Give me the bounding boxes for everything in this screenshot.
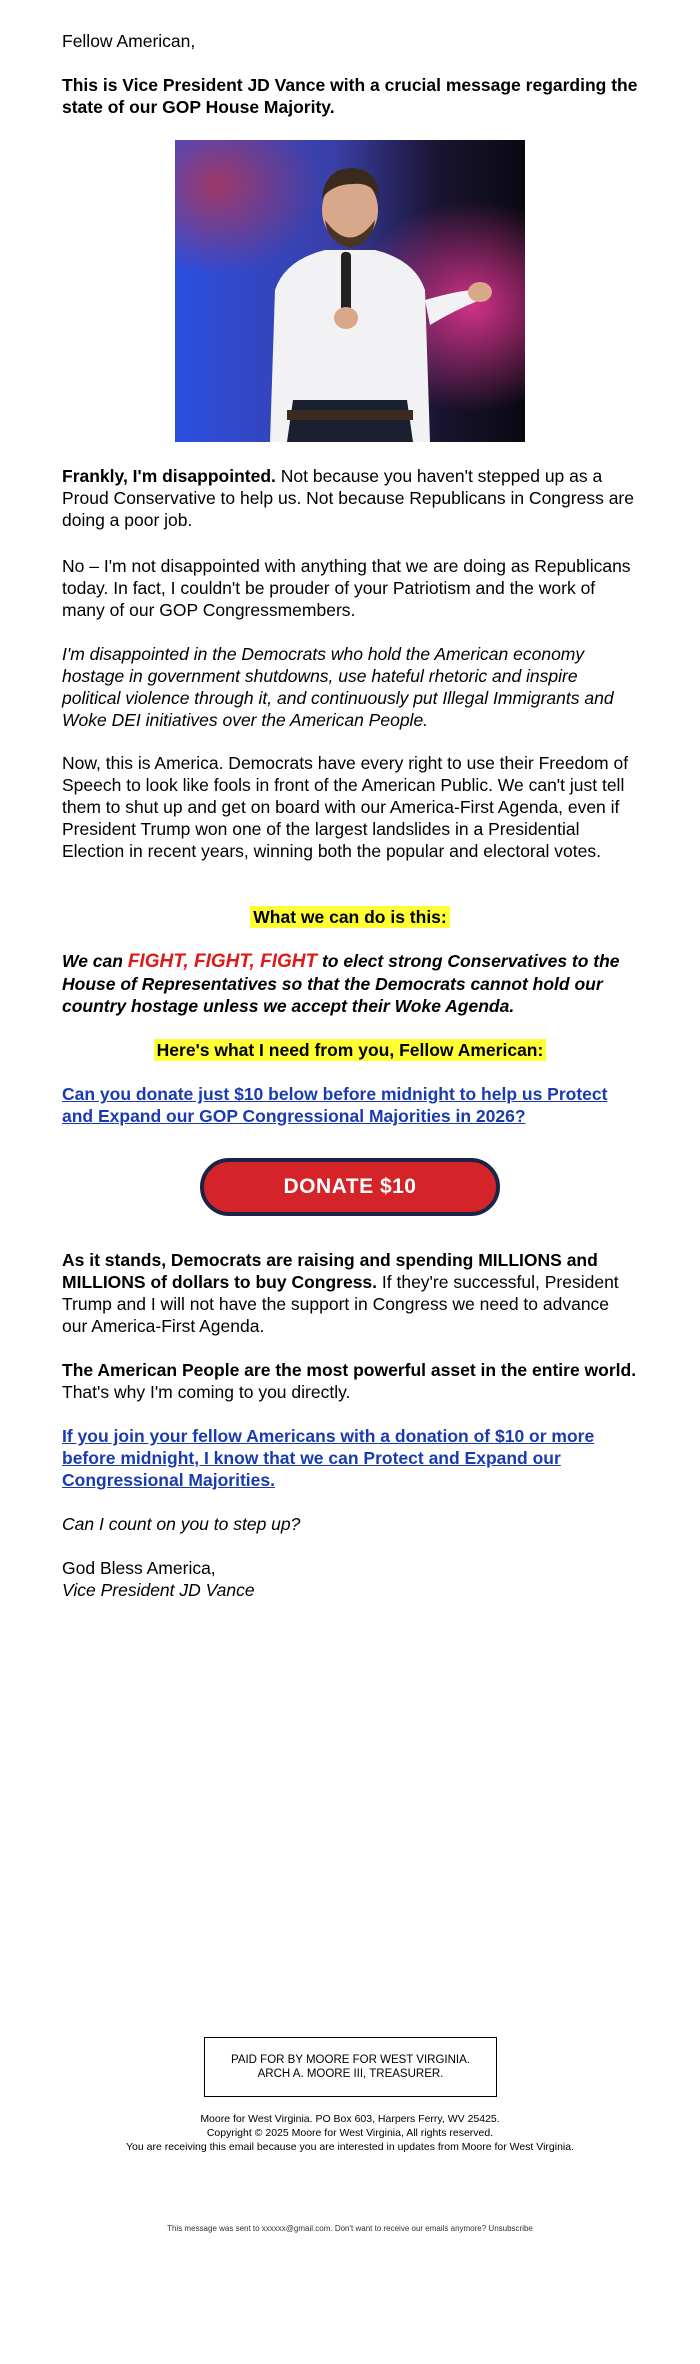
millions-rest: If they're successful, President Trump and I will not have the support in Congress we need to advance our America-First Agenda. xyxy=(62,1272,619,1336)
paragraph-america: Now, this is America. Democrats have every right to use their Freedom of Speech to look like fools in front of the American Public. We can't just tell them to shut up and get on board with our America-First Agenda, even if President Trump won one of the largest landslides in a Presidential Election in recent years, winning both the popular and electoral votes. xyxy=(62,753,629,861)
donate-button[interactable]: DONATE $10 xyxy=(200,1158,500,1216)
paid-for-box xyxy=(204,2037,497,2097)
american-people-rest: That's why I'm coming to you directly. xyxy=(62,1382,351,1402)
paid-line-1: PAID FOR BY MOORE FOR WEST VIRGINIA. xyxy=(231,2054,470,2066)
paid-line-2: ARCH A. MOORE III, TREASURER. xyxy=(257,2068,444,2080)
highlight-need-from-you xyxy=(62,1039,638,1061)
question: Can I count on you to step up? xyxy=(62,1514,301,1534)
highlight-text-1: What we can do is this: xyxy=(250,906,450,928)
greeting: Fellow American, xyxy=(62,31,196,51)
footer-reason: You are receiving this email because you are interested in updates from Moore for West Virginia. xyxy=(125,2141,575,2153)
highlight-text-2: Here's what I need from you, Fellow American: xyxy=(154,1039,547,1061)
paragraph-democrats: I'm disappointed in the Democrats who hold the American economy hostage in government shutdowns, use hateful rhetoric and inspire political violence through it, and continuously put Illegal Immigrants and Woke DEI initiatives over the American People. xyxy=(62,644,614,730)
millions-bold: As it stands, Democrats are raising and spending MILLIONS and MILLIONS of dollars to buy Congress. xyxy=(62,1250,598,1292)
paragraph-fight xyxy=(62,950,638,1017)
donate-link-2[interactable]: If you join your fellow Americans with a donation of $10 or more before midnight, I know that we can Protect and Expand our Congressional Majorities. xyxy=(62,1426,595,1490)
intro-heading: This is Vice President JD Vance with a crucial message regarding the state of our GOP House Majority. xyxy=(62,75,638,117)
donate-link-1[interactable]: Can you donate just $10 below before midnight to help us Protect and Expand our GOP Congressional Majorities in 2026? xyxy=(62,1084,608,1126)
fight-post: to elect strong Conservatives to the House of Representatives so that the Democrats cannot hold our country hostage unless we accept their Woke Agenda. xyxy=(62,951,620,1016)
paragraph-disappointed xyxy=(62,465,638,531)
highlight-what-we-can-do xyxy=(62,906,638,928)
footer-sent-to[interactable]: This message was sent to xxxxxx@gmail.com. Don't want to receive our emails anymore? Unsubscribe xyxy=(167,2224,533,2233)
footer-address: Moore for West Virginia. PO Box 603, Harpers Ferry, WV 25425. xyxy=(200,2113,500,2125)
disappointed-bold: Frankly, I'm disappointed. xyxy=(62,466,276,486)
paragraph-millions xyxy=(62,1249,638,1337)
paragraph-not-disappointed: No – I'm not disappointed with anything that we are doing as Republicans today. In fact, I couldn't be prouder of your Patriotism and the work of many of our GOP Congressmembers. xyxy=(62,556,631,620)
signature: Vice President JD Vance xyxy=(62,1580,255,1600)
donate-link-2-wrap xyxy=(62,1425,638,1491)
disappointed-rest: Not because you haven't stepped up as a Proud Conservative to help us. Not because Republicans in Congress are doing a poor job. xyxy=(62,466,634,530)
donate-link-1-wrap xyxy=(62,1083,638,1127)
vance-speaking-photo xyxy=(175,140,525,442)
paragraph-american-people xyxy=(62,1359,638,1403)
fight-red-text: FIGHT, FIGHT, FIGHT xyxy=(127,951,318,972)
fight-pre: We can xyxy=(62,951,128,971)
signoff: God Bless America, xyxy=(62,1558,216,1578)
footer-copyright: Copyright © 2025 Moore for West Virginia, All rights reserved. xyxy=(206,2127,494,2139)
american-people-bold: The American People are the most powerful asset in the entire world. xyxy=(62,1360,637,1380)
